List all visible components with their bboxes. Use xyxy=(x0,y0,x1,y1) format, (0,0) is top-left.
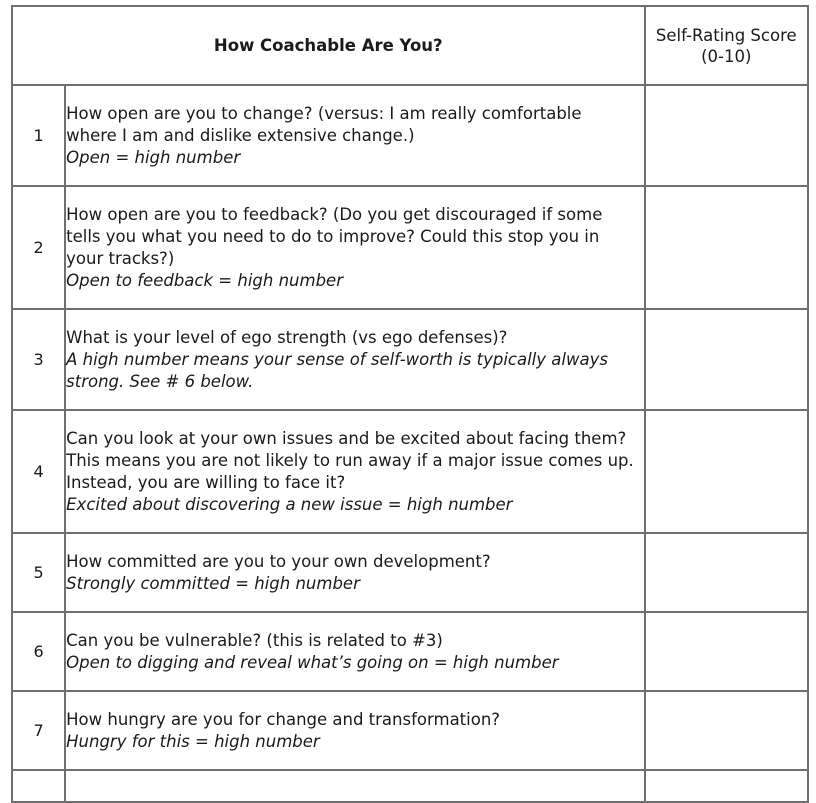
question-text: How open are you to change? (versus: I am really comfortable xyxy=(66,103,582,123)
question-text: your tracks?) xyxy=(66,248,175,268)
row-number: 4 xyxy=(12,410,65,533)
score-input-cell[interactable] xyxy=(645,309,808,410)
question-cell xyxy=(65,85,644,186)
score-header-label: Self-Rating Score xyxy=(655,25,797,45)
score-input-cell[interactable] xyxy=(645,691,808,770)
table-header-row xyxy=(12,6,808,85)
question-text: Can you be vulnerable? (this is related to #3) xyxy=(66,630,443,650)
row-number: 5 xyxy=(12,533,65,612)
question-text: where I am and dislike extensive change.) xyxy=(66,125,415,145)
score-input-cell[interactable] xyxy=(645,85,808,186)
question-text: Instead, you are willing to face it? xyxy=(66,472,346,492)
question-text: What is your level of ego strength (vs ego defenses)? xyxy=(66,327,508,347)
row-number: 6 xyxy=(12,612,65,691)
question-cell xyxy=(65,309,644,410)
score-column-header xyxy=(645,6,808,85)
scoring-hint: Strongly committed = high number xyxy=(66,573,360,593)
scoring-hint: A high number means your sense of self-worth is typically always xyxy=(66,349,608,369)
question-cell xyxy=(65,612,644,691)
question-cell xyxy=(65,770,644,802)
table-row xyxy=(12,309,808,410)
question-text: How hungry are you for change and transformation? xyxy=(66,709,501,729)
score-input-cell[interactable] xyxy=(645,533,808,612)
scoring-hint: Excited about discovering a new issue = high number xyxy=(66,494,513,514)
question-text: This means you are not likely to run away if a major issue comes up. xyxy=(66,450,634,470)
row-number: 3 xyxy=(12,309,65,410)
question-cell xyxy=(65,533,644,612)
scoring-hint: Hungry for this = high number xyxy=(66,731,320,751)
row-number xyxy=(12,770,65,802)
score-input-cell[interactable] xyxy=(645,410,808,533)
table-row xyxy=(12,410,808,533)
table-row xyxy=(12,85,808,186)
row-number: 2 xyxy=(12,186,65,309)
score-input-cell[interactable] xyxy=(645,770,808,802)
question-text: tells you what you need to do to improve? Could this stop you in xyxy=(66,226,600,246)
scoring-hint: strong. See # 6 below. xyxy=(66,371,254,391)
table-row xyxy=(12,533,808,612)
question-text: How committed are you to your own development? xyxy=(66,551,491,571)
score-input-cell[interactable] xyxy=(645,612,808,691)
score-input-cell[interactable] xyxy=(645,186,808,309)
question-cell xyxy=(65,186,644,309)
scoring-hint: Open = high number xyxy=(66,147,241,167)
question-cell xyxy=(65,410,644,533)
table-row xyxy=(12,186,808,309)
question-text: How open are you to feedback? (Do you get discouraged if some xyxy=(66,204,603,224)
coachability-table xyxy=(11,5,809,803)
table-row xyxy=(12,691,808,770)
table-title: How Coachable Are You? xyxy=(12,6,645,85)
question-cell xyxy=(65,691,644,770)
row-number: 1 xyxy=(12,85,65,186)
scoring-hint: Open to feedback = high number xyxy=(66,270,343,290)
question-text: Can you look at your own issues and be excited about facing them? xyxy=(66,428,627,448)
table-row xyxy=(12,770,808,802)
table-row xyxy=(12,612,808,691)
scoring-hint: Open to digging and reveal what’s going on = high number xyxy=(66,652,559,672)
row-number: 7 xyxy=(12,691,65,770)
score-header-range: (0-10) xyxy=(701,46,752,66)
